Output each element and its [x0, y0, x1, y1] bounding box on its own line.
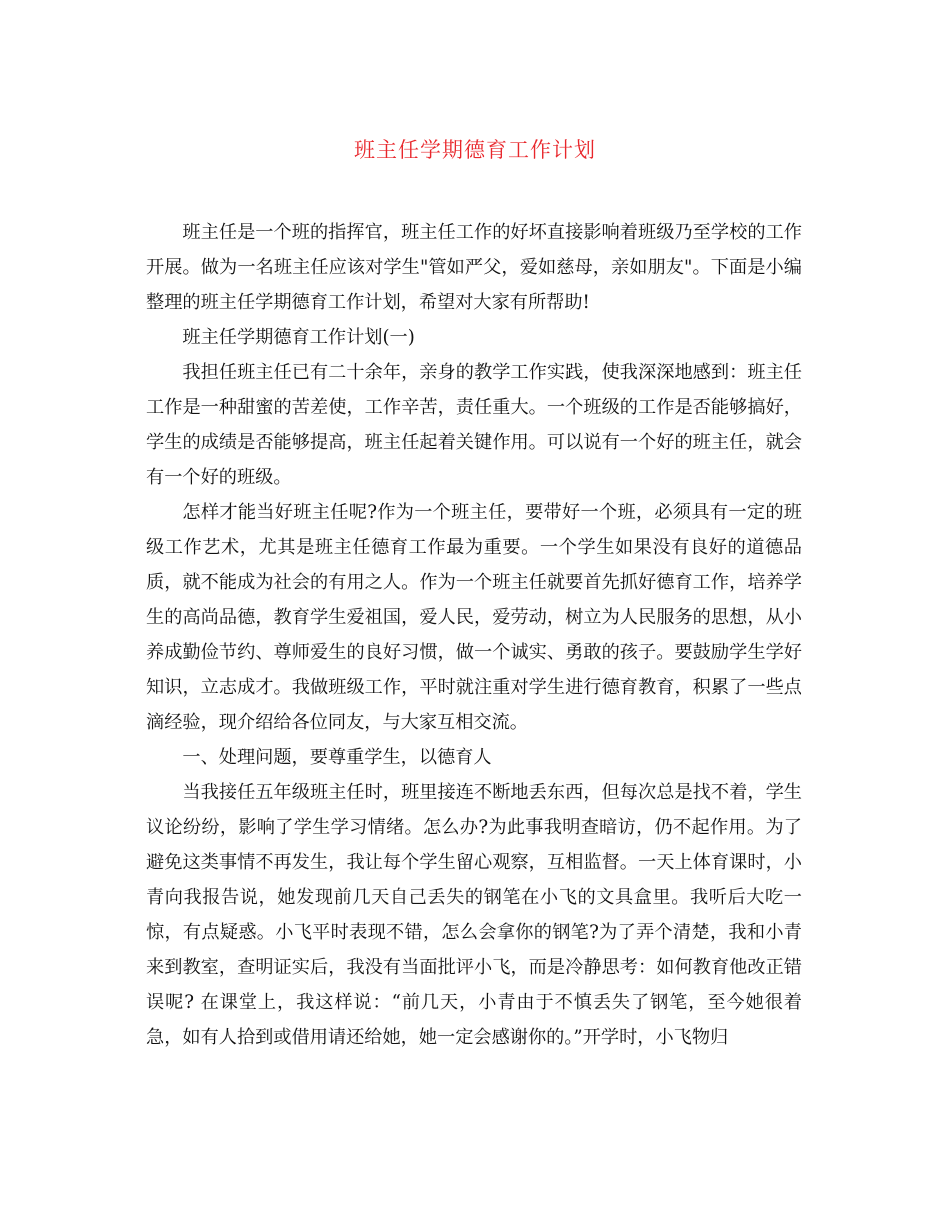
paragraph-intro: 班主任是一个班的指挥官，班主任工作的好坏直接影响着班级乃至学校的工作开展。做为一名班主任应该对学生"管如严父，爱如慈母，亲如朋友"。下面是小编整理的班主任学期德育工作计划，希望对大家有所帮助! [146, 222, 802, 313]
paragraph-story: 当我接任五年级班主任时，班里接连不断地丢东西，但每次总是找不着，学生议论纷纷，影响了学生学习情绪。怎么办?为此事我明查暗访，仍不起作用。为了避免这类事情不再发生，我让每个学生留心观察，互相监督。一天上体育课时，小青向我报告说，她发现前几天自己丢失的钢笔在小飞的文具盒里。我听后大吃一惊，有点疑惑。小飞平时表现不错，怎么会拿你的钢笔?为了弄个清楚，我和小青来到教室，查明证实后，我没有当面批评小飞，而是冷静思考：如何教育他改正错误呢? 在课堂上，我这样说：“前几天，小青由于不慎丢失了钢笔，至今她很着急，如有人拾到或借用请还给她，她一定会感谢你的。”开学时，小飞物归 [146, 782, 802, 1048]
document-title: 班主任学期德育工作计划 [354, 138, 596, 162]
document-body [146, 215, 802, 1055]
section-heading-plan-1: 班主任学期德育工作计划(一) [182, 327, 415, 348]
paragraph-moral-education: 怎样才能当好班主任呢?作为一个班主任，要带好一个班，必须具有一定的班级工作艺术，尤其是班主任德育工作最为重要。一个学生如果没有良好的道德品质，就不能成为社会的有用之人。作为一个班主任就要首先抓好德育工作，培养学生的高尚品德，教育学生爱祖国，爱人民，爱劳动，树立为人民服务的思想，从小养成勤俭节约、尊师爱生的良好习惯，做一个诚实、勇敢的孩子。要鼓励学生学好知识，立志成才。我做班级工作，平时就注重对学生进行德育教育，积累了一些点滴经验，现介绍给各位同友，与大家互相交流。 [146, 502, 802, 733]
paragraph-experience: 我担任班主任已有二十余年，亲身的教学工作实践，使我深深地感到：班主任工作是一种甜蜜的苦差使，工作辛苦，责任重大。一个班级的工作是否能够搞好，学生的成绩是否能够提高，班主任起着关键作用。可以说有一个好的班主任，就会有一个好的班级。 [146, 362, 802, 488]
section-heading-respect: 一、处理问题，要尊重学生，以德育人 [182, 747, 492, 768]
